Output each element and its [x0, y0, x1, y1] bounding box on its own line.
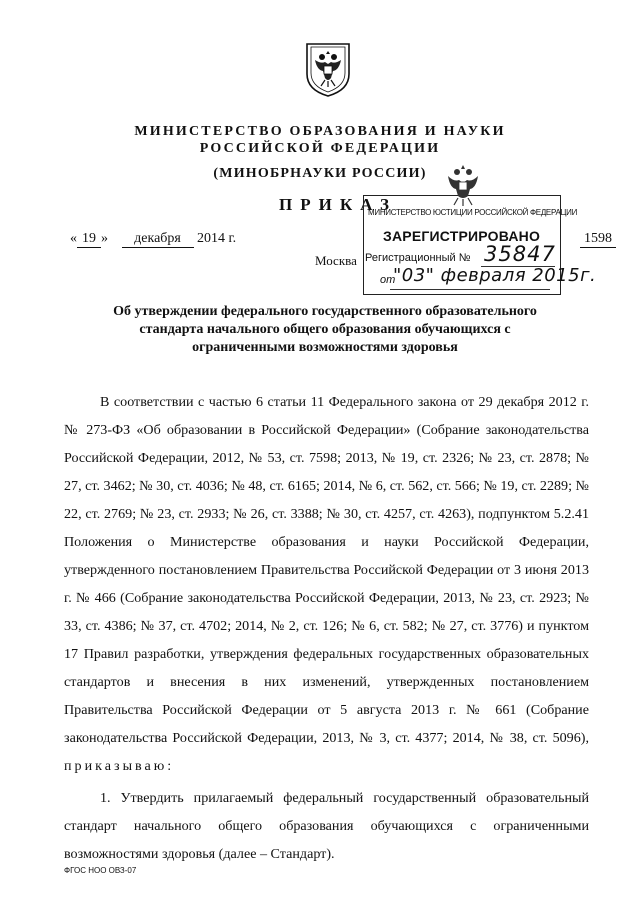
stamp-from-label: от	[380, 274, 396, 286]
body-paragraph-1	[64, 388, 589, 780]
stamp-reg-date: "03" февраля 2015г.	[393, 265, 597, 286]
order-body	[64, 388, 589, 868]
ministry-name-line1: МИНИСТЕРСТВО ОБРАЗОВАНИЯ И НАУКИ	[134, 124, 506, 139]
body-paragraph-2: 1. Утвердить прилагаемый федеральный государственный образовательный стандарт начального общего образования обучающихся с ограниченными возможностями здоровья (далее – Стандарт).	[64, 790, 589, 862]
stamp-ministry: МИНИСТЕРСТВО ЮСТИЦИИ РОССИЙСКОЙ ФЕДЕРАЦИИ	[368, 208, 578, 217]
order-date	[70, 231, 236, 248]
document-type: ПРИКАЗ	[279, 195, 397, 214]
city: Москва	[315, 253, 357, 268]
stamp-eagle-icon	[442, 162, 484, 208]
footer-code: ФГОС НОО ОВЗ-07	[64, 866, 137, 875]
body-paragraph-1-text: В соответствии с частью 6 статьи 11 Федерального закона от 29 декабря 2012 г. № 273-ФЗ «Об образовании в Российской Федерации» (Собрание законодательства Российской Федерации, 2012, № 53, ст. 7598; 2013, № 19, ст. 2326; № 23, ст. 2878; № 27, ст. 3462; № 30, ст. 4036; № 48, ст. 6165; 2014, № 6, ст. 562, ст. 566; № 19, ст. 2289; № 22, ст. 2769; № 23, ст. 2933; № 26, ст. 3388; № 30, ст. 4257, ст. 4263), подпунктом 5.2.41 Положения о Министерстве образования и науки Российской Федерации, утвержденного постановлением Правительства Российской Федерации от 3 июня 2013 г. № 466 (Собрание законодательства Российской Федерации, 2013, № 23, ст. 2923; № 33, ст. 4386; № 37, ст. 4702; 2014, № 2, ст. 126; № 6, ст. 582; № 27, ст. 3776) и пунктом 17 Правил разработки, утверждения федеральных государственных образовательных стандартов и внесения в них изменений, утвержденных постановлением Правительства Российской Федерации от 5 августа 2013 г. № 661 (Собрание законодательства Российской Федерации, 2013, № 3, ст. 4377; 2014, № 38, ст. 5096),	[64, 394, 589, 746]
order-number: 1598	[580, 231, 616, 248]
date-close-quote: »	[101, 231, 108, 246]
date-year: 2014 г.	[197, 231, 237, 246]
stamp-registered: ЗАРЕГИСТРИРОВАНО	[383, 228, 541, 244]
stamp-reg-date-line	[390, 289, 550, 290]
stamp-reg-number-label: Регистрационный №	[365, 252, 471, 264]
order-word: приказываю:	[64, 758, 175, 774]
ministry-name-line2: РОССИЙСКОЙ ФЕДЕРАЦИИ	[199, 141, 441, 156]
coat-of-arms-icon	[303, 40, 353, 98]
date-open-quote: «	[70, 231, 77, 246]
ministry-short-name: (МИНОБРНАУКИ РОССИИ)	[213, 166, 427, 181]
order-title: Об утверждении федерального государственного образовательного стандарта начального общего образования обучающихся с ограниченными возможностями здоровья	[113, 304, 537, 355]
date-day: 19	[77, 231, 101, 248]
stamp-reg-number: 35847	[484, 242, 556, 266]
date-month: декабря	[122, 231, 194, 248]
